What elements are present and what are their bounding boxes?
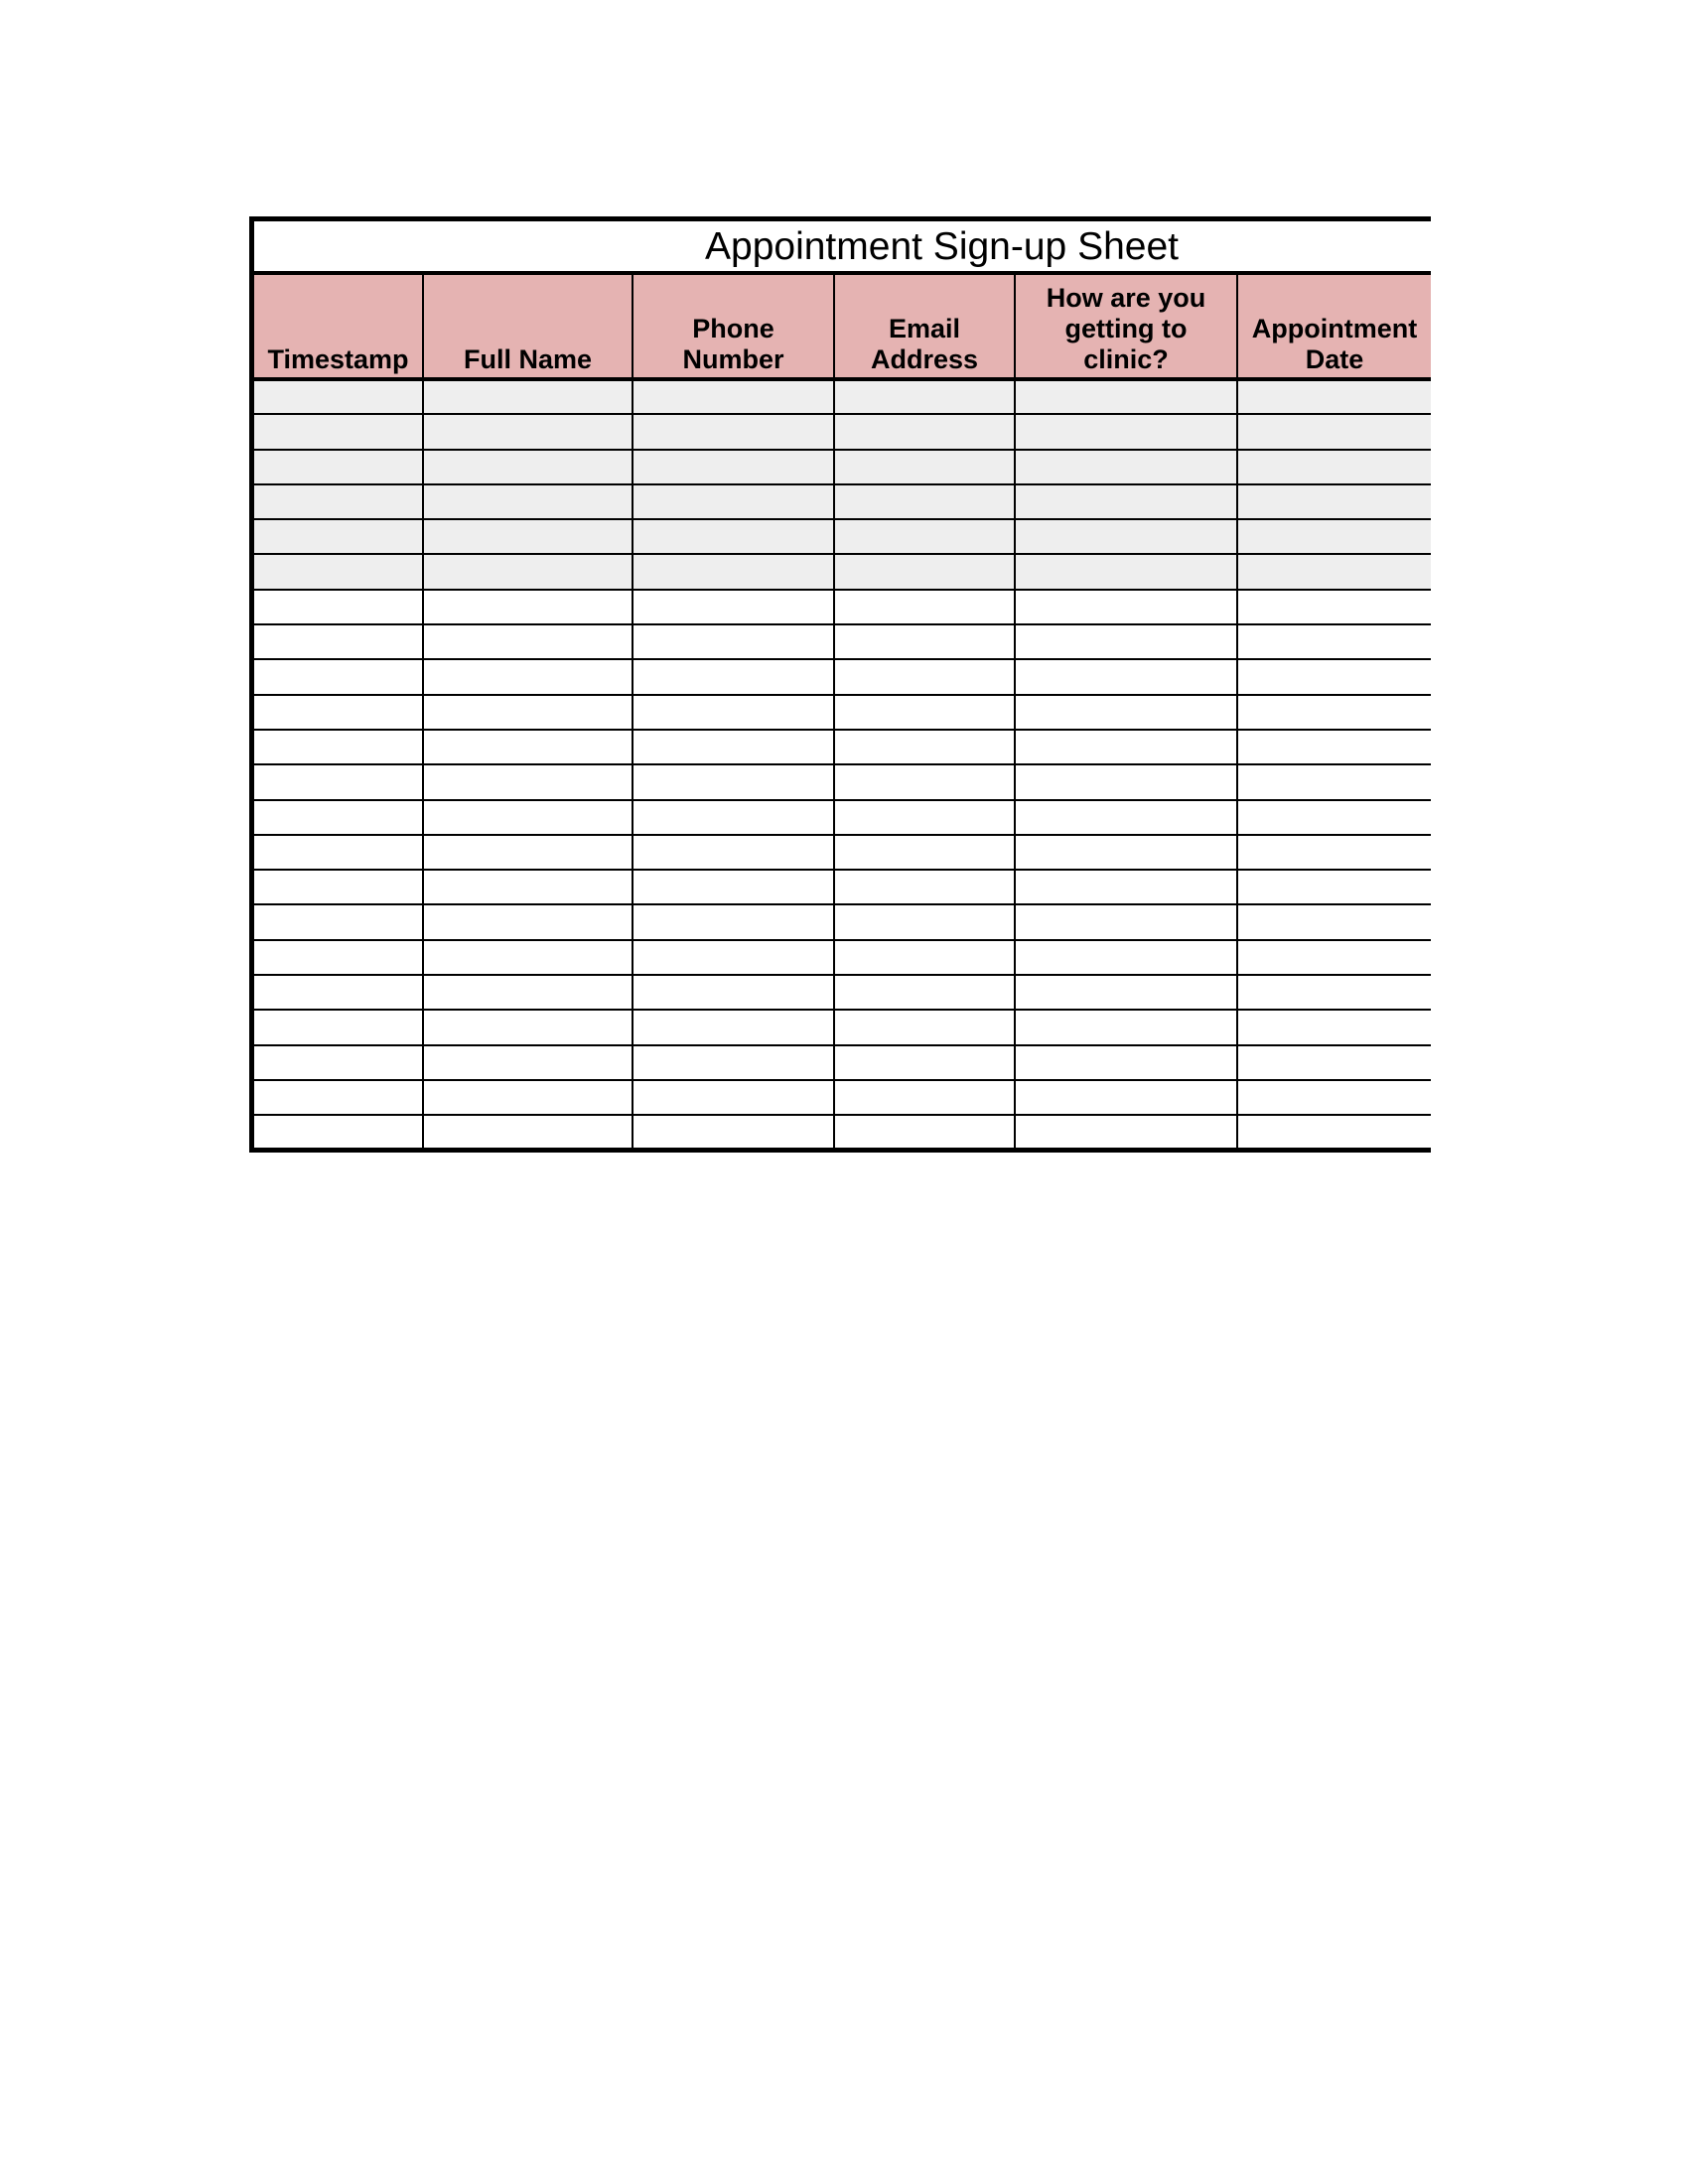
- table-row: [254, 904, 1431, 939]
- table-cell[interactable]: [1015, 484, 1237, 519]
- table-cell[interactable]: [1237, 450, 1431, 484]
- table-cell[interactable]: [1015, 904, 1237, 939]
- table-cell[interactable]: [423, 450, 633, 484]
- table-cell[interactable]: [423, 624, 633, 659]
- table-cell[interactable]: [1237, 904, 1431, 939]
- table-cell[interactable]: [834, 519, 1015, 554]
- table-cell[interactable]: [1237, 484, 1431, 519]
- table-cell[interactable]: [1237, 659, 1431, 694]
- table-cell[interactable]: [1237, 870, 1431, 904]
- table-cell[interactable]: [834, 1115, 1015, 1150]
- table-cell[interactable]: [423, 1080, 633, 1115]
- title-bar: [254, 221, 1431, 275]
- table-cell[interactable]: [1015, 590, 1237, 624]
- table-cell[interactable]: [1237, 730, 1431, 764]
- table-cell[interactable]: [1015, 1010, 1237, 1044]
- table-cell[interactable]: [423, 590, 633, 624]
- table-cell[interactable]: [1237, 554, 1431, 589]
- table-cell[interactable]: [633, 764, 834, 799]
- table-cell[interactable]: [834, 800, 1015, 835]
- table-cell[interactable]: [834, 484, 1015, 519]
- table-row: [254, 1045, 1431, 1080]
- table-cell[interactable]: [633, 519, 834, 554]
- table-cell[interactable]: [633, 659, 834, 694]
- table-cell[interactable]: [1015, 519, 1237, 554]
- table-row: [254, 1010, 1431, 1044]
- table-row: [254, 554, 1431, 589]
- table-cell[interactable]: [633, 414, 834, 449]
- table-cell[interactable]: [254, 1080, 423, 1115]
- table-cell[interactable]: [254, 695, 423, 730]
- table-cell[interactable]: [633, 450, 834, 484]
- table-cell[interactable]: [834, 1045, 1015, 1080]
- table-row: [254, 450, 1431, 484]
- table-cell[interactable]: [633, 800, 834, 835]
- table-cell[interactable]: [633, 695, 834, 730]
- table-cell[interactable]: [1015, 764, 1237, 799]
- table-cell[interactable]: [1015, 379, 1237, 414]
- table-cell[interactable]: [834, 590, 1015, 624]
- table-cell[interactable]: [633, 975, 834, 1010]
- table-cell[interactable]: [1015, 695, 1237, 730]
- table-cell[interactable]: [423, 835, 633, 870]
- table-cell[interactable]: [1237, 624, 1431, 659]
- table-cell[interactable]: [423, 870, 633, 904]
- table-cell[interactable]: [633, 1010, 834, 1044]
- table-row: [254, 835, 1431, 870]
- table-cell[interactable]: [423, 379, 633, 414]
- table-cell[interactable]: [423, 975, 633, 1010]
- table-cell[interactable]: [1015, 1115, 1237, 1150]
- table-cell[interactable]: [1237, 379, 1431, 414]
- column-header-timestamp: Timestamp: [254, 275, 423, 379]
- signup-sheet: [249, 216, 1431, 1153]
- table-cell[interactable]: [834, 450, 1015, 484]
- table-row: [254, 624, 1431, 659]
- table-cell[interactable]: [633, 730, 834, 764]
- table-cell[interactable]: [254, 940, 423, 975]
- table-cell[interactable]: [423, 764, 633, 799]
- table-cell[interactable]: [254, 554, 423, 589]
- column-header-full-name: Full Name: [423, 275, 633, 379]
- table-row: [254, 590, 1431, 624]
- table-row: [254, 730, 1431, 764]
- table-cell[interactable]: [254, 835, 423, 870]
- table-cell[interactable]: [1015, 940, 1237, 975]
- table-cell[interactable]: [633, 484, 834, 519]
- table-cell[interactable]: [1015, 800, 1237, 835]
- table-cell[interactable]: [633, 554, 834, 589]
- table-cell[interactable]: [633, 904, 834, 939]
- table-cell[interactable]: [834, 1010, 1015, 1044]
- table-cell[interactable]: [423, 1010, 633, 1044]
- table-cell[interactable]: [633, 1115, 834, 1150]
- table-cell[interactable]: [1015, 414, 1237, 449]
- table-row: [254, 414, 1431, 449]
- column-header-transport: How are you getting to clinic?: [1015, 275, 1237, 379]
- table-cell[interactable]: [1237, 414, 1431, 449]
- table-cell[interactable]: [423, 904, 633, 939]
- table-cell[interactable]: [1237, 1045, 1431, 1080]
- table-row: [254, 519, 1431, 554]
- table-cell[interactable]: [1015, 730, 1237, 764]
- table-cell[interactable]: [423, 659, 633, 694]
- table-row: [254, 1080, 1431, 1115]
- table-cell[interactable]: [254, 1045, 423, 1080]
- table-cell[interactable]: [834, 624, 1015, 659]
- table-cell[interactable]: [633, 870, 834, 904]
- table-row: [254, 1115, 1431, 1150]
- table-cell[interactable]: [1015, 450, 1237, 484]
- table-cell[interactable]: [633, 1045, 834, 1080]
- table-cell[interactable]: [633, 624, 834, 659]
- table-cell[interactable]: [254, 870, 423, 904]
- table-cell[interactable]: [254, 659, 423, 694]
- table-cell[interactable]: [834, 764, 1015, 799]
- table-cell[interactable]: [834, 659, 1015, 694]
- table-row: [254, 800, 1431, 835]
- table-cell[interactable]: [1237, 519, 1431, 554]
- table-cell[interactable]: [834, 554, 1015, 589]
- table-cell[interactable]: [1237, 975, 1431, 1010]
- table-row: [254, 695, 1431, 730]
- table-cell[interactable]: [633, 940, 834, 975]
- table-cell[interactable]: [423, 519, 633, 554]
- table-cell[interactable]: [834, 835, 1015, 870]
- table-cell[interactable]: [1237, 1080, 1431, 1115]
- table-cell[interactable]: [633, 1080, 834, 1115]
- signup-table: [254, 275, 1431, 1151]
- table-cell[interactable]: [1015, 554, 1237, 589]
- table-row: [254, 484, 1431, 519]
- table-row: [254, 940, 1431, 975]
- table-cell[interactable]: [423, 554, 633, 589]
- table-row: [254, 659, 1431, 694]
- table-cell[interactable]: [1237, 590, 1431, 624]
- sheet-title: Appointment Sign-up Sheet: [705, 225, 1179, 268]
- header-row: [254, 275, 1431, 379]
- table-cell[interactable]: [834, 379, 1015, 414]
- table-cell[interactable]: [1237, 800, 1431, 835]
- table-row: [254, 379, 1431, 414]
- table-cell[interactable]: [834, 940, 1015, 975]
- table-cell[interactable]: [254, 904, 423, 939]
- table-cell[interactable]: [834, 414, 1015, 449]
- table-cell[interactable]: [1015, 1045, 1237, 1080]
- table-cell[interactable]: [254, 450, 423, 484]
- table-cell[interactable]: [423, 1115, 633, 1150]
- table-cell[interactable]: [633, 835, 834, 870]
- table-cell[interactable]: [423, 1045, 633, 1080]
- table-cell[interactable]: [633, 590, 834, 624]
- table-cell[interactable]: [254, 624, 423, 659]
- column-header-phone-number: Phone Number: [633, 275, 834, 379]
- table-cell[interactable]: [1015, 624, 1237, 659]
- table-cell[interactable]: [254, 484, 423, 519]
- table-row: [254, 870, 1431, 904]
- table-cell[interactable]: [254, 590, 423, 624]
- table-cell[interactable]: [1237, 764, 1431, 799]
- table-cell[interactable]: [423, 730, 633, 764]
- table-cell[interactable]: [254, 764, 423, 799]
- table-cell[interactable]: [1015, 835, 1237, 870]
- table-cell[interactable]: [254, 414, 423, 449]
- table-cell[interactable]: [834, 975, 1015, 1010]
- table-cell[interactable]: [254, 730, 423, 764]
- table-cell[interactable]: [1237, 1115, 1431, 1150]
- table-cell[interactable]: [1237, 1010, 1431, 1044]
- table-cell[interactable]: [254, 800, 423, 835]
- table-cell[interactable]: [834, 870, 1015, 904]
- table-cell[interactable]: [834, 730, 1015, 764]
- table-cell[interactable]: [1237, 940, 1431, 975]
- table-cell[interactable]: [254, 379, 423, 414]
- table-cell[interactable]: [1015, 1080, 1237, 1115]
- table-cell[interactable]: [633, 379, 834, 414]
- column-header-email-address: Email Address: [834, 275, 1015, 379]
- table-cell[interactable]: [1015, 659, 1237, 694]
- table-cell[interactable]: [1015, 975, 1237, 1010]
- table-cell[interactable]: [254, 975, 423, 1010]
- table-body: [254, 379, 1431, 1151]
- table-cell[interactable]: [423, 800, 633, 835]
- table-cell[interactable]: [423, 414, 633, 449]
- table-cell[interactable]: [834, 1080, 1015, 1115]
- table-row: [254, 764, 1431, 799]
- table-cell[interactable]: [254, 1115, 423, 1150]
- table-cell[interactable]: [254, 1010, 423, 1044]
- table-cell[interactable]: [423, 695, 633, 730]
- table-row: [254, 975, 1431, 1010]
- table-cell[interactable]: [254, 519, 423, 554]
- table-cell[interactable]: [834, 695, 1015, 730]
- table-cell[interactable]: [1237, 695, 1431, 730]
- table-cell[interactable]: [834, 904, 1015, 939]
- table-cell[interactable]: [423, 940, 633, 975]
- table-cell[interactable]: [1015, 870, 1237, 904]
- table-cell[interactable]: [423, 484, 633, 519]
- table-cell[interactable]: [1237, 835, 1431, 870]
- column-header-appointment-date: Appointment Date: [1237, 275, 1431, 379]
